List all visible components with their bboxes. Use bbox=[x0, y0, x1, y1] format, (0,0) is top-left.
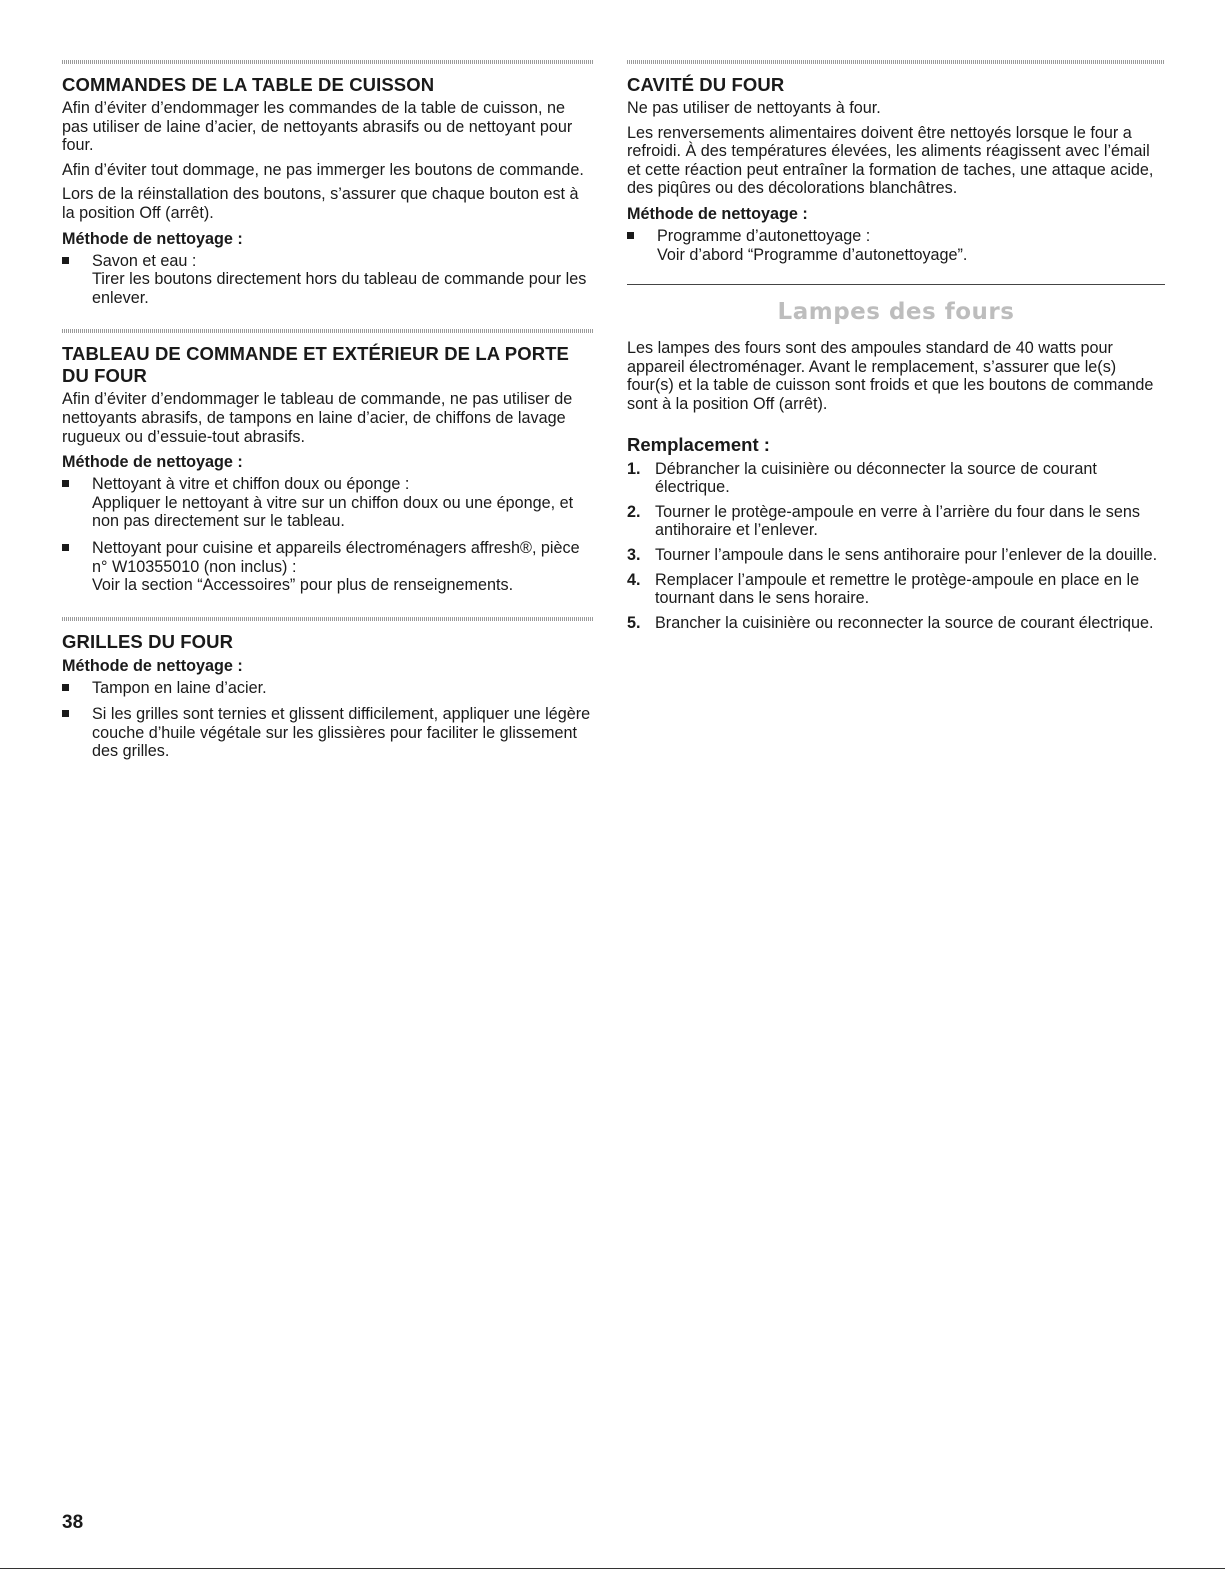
steps-list bbox=[627, 460, 1165, 633]
step-number: 5. bbox=[627, 613, 641, 632]
step-number: 4. bbox=[627, 570, 641, 589]
bullet-list bbox=[627, 227, 1165, 264]
bullet-heading: Programme d’autonettoyage : bbox=[657, 226, 871, 245]
section-lampes-fours bbox=[627, 299, 1165, 632]
bullet-square-icon bbox=[62, 710, 69, 717]
method-heading: Méthode de nettoyage : bbox=[62, 656, 243, 675]
bullet-detail: Voir d’abord “Programme d’autonettoyage”. bbox=[657, 245, 968, 264]
bullet-detail: Appliquer le nettoyant à vitre sur un chiffon doux ou une éponge, et non pas directement sur le tableau. bbox=[92, 493, 574, 531]
step-text: Brancher la cuisinière ou reconnecter la source de courant électrique. bbox=[655, 613, 1154, 632]
list-item bbox=[62, 252, 594, 308]
dotted-divider bbox=[62, 329, 594, 333]
step-number: 3. bbox=[627, 545, 641, 564]
list-item bbox=[62, 475, 594, 531]
bullet-square-icon bbox=[62, 544, 69, 551]
section-grilles-four bbox=[62, 617, 594, 761]
paragraph: Les renversements alimentaires doivent être nettoyés lorsque le four a refroidi. À des températures élevées, les aliments réagissent avec l’émail et cette réaction peut entraîner la formation de taches, une attaque acide, des piqûres ou des décolorations blanchâtres. bbox=[627, 123, 1154, 198]
step-item bbox=[627, 571, 1165, 608]
list-item bbox=[62, 539, 594, 595]
step-text: Tourner l’ampoule dans le sens antihoraire pour l’enlever de la douille. bbox=[655, 545, 1158, 564]
step-item bbox=[627, 546, 1165, 565]
bullet-list bbox=[62, 475, 594, 595]
step-number: 2. bbox=[627, 502, 641, 521]
list-item bbox=[62, 705, 594, 761]
bullet-detail: Tirer les boutons directement hors du tableau de commande pour les enlever. bbox=[92, 270, 587, 307]
bullet-heading: Nettoyant pour cuisine et appareils électroménagers affresh®, pièce n° W10355010 (non inclus) : bbox=[92, 538, 580, 576]
step-text: Débrancher la cuisinière ou déconnecter la source de courant électrique. bbox=[655, 459, 1097, 497]
list-item bbox=[62, 679, 594, 698]
right-column bbox=[627, 60, 1165, 638]
section-title: CAVITÉ DU FOUR bbox=[627, 74, 785, 95]
paragraph: Afin d’éviter d’endommager les commandes de la table de cuisson, ne pas utiliser de laine d’acier, de nettoyants abrasifs ou de nettoyant pour four. bbox=[62, 99, 573, 155]
step-number: 1. bbox=[627, 459, 641, 478]
bullet-list bbox=[62, 679, 594, 761]
dotted-divider bbox=[62, 60, 594, 64]
section-commandes-table-cuisson bbox=[62, 60, 594, 307]
section-title: COMMANDES DE LA TABLE DE CUISSON bbox=[62, 74, 435, 95]
paragraph: Afin d’éviter d’endommager le tableau de commande, ne pas utiliser de nettoyants abrasifs, de tampons en laine d’acier, de chiffons de lavage rugueux ou d’essuie-tout abrasifs. bbox=[62, 390, 573, 446]
bullet-square-icon bbox=[62, 257, 69, 264]
paragraph: Afin d’éviter tout dommage, ne pas immerger les boutons de commande. bbox=[62, 160, 584, 179]
left-column bbox=[62, 60, 594, 783]
section-title-lampes: Lampes des fours bbox=[777, 299, 1015, 326]
method-heading: Méthode de nettoyage : bbox=[627, 204, 808, 223]
dotted-divider bbox=[627, 60, 1165, 64]
method-heading: Méthode de nettoyage : bbox=[62, 229, 243, 248]
step-item bbox=[627, 503, 1165, 540]
paragraph: Les lampes des fours sont des ampoules standard de 40 watts pour appareil électroménager. Avant le remplacement, s’assurer que le(s) four(s) et la table de cuisson sont froids et que les boutons de commande sont à la position Off (arrêt). bbox=[627, 339, 1154, 413]
bullet-list bbox=[62, 252, 594, 308]
bullet-heading: Si les grilles sont ternies et glissent difficilement, appliquer une légère couche d’huile végétale sur les glissières pour faciliter le glissement des grilles. bbox=[92, 705, 591, 761]
section-cavite-four bbox=[627, 60, 1165, 264]
bullet-square-icon bbox=[627, 232, 634, 239]
step-item bbox=[627, 614, 1165, 633]
paragraph: Ne pas utiliser de nettoyants à four. bbox=[627, 99, 881, 117]
section-title: GRILLES DU FOUR bbox=[62, 630, 234, 652]
bullet-heading: Nettoyant à vitre et chiffon doux ou éponge : bbox=[92, 475, 410, 494]
bullet-detail: Voir la section “Accessoires” pour plus de renseignements. bbox=[92, 576, 514, 595]
section-divider bbox=[627, 284, 1165, 285]
step-item bbox=[627, 460, 1165, 497]
list-item bbox=[627, 227, 1165, 264]
section-tableau-commande-porte bbox=[62, 329, 594, 594]
bullet-square-icon bbox=[62, 480, 69, 487]
replacement-heading: Remplacement : bbox=[627, 433, 770, 455]
paragraph: Lors de la réinstallation des boutons, s’assurer que chaque bouton est à la position Off (arrêt). bbox=[62, 185, 579, 222]
bullet-heading: Tampon en laine d’acier. bbox=[92, 678, 267, 697]
page-number: 38 bbox=[62, 1512, 84, 1533]
section-title: TABLEAU DE COMMANDE ET EXTÉRIEUR DE LA PORTE DU FOUR bbox=[62, 343, 569, 387]
bullet-square-icon bbox=[62, 684, 69, 691]
dotted-divider bbox=[62, 617, 594, 621]
method-heading: Méthode de nettoyage : bbox=[62, 453, 243, 472]
step-text: Remplacer l’ampoule et remettre le protège-ampoule en place en le tournant dans le sens horaire. bbox=[655, 570, 1140, 608]
step-text: Tourner le protège-ampoule en verre à l’arrière du four dans le sens antihoraire et l’enlever. bbox=[655, 502, 1140, 540]
footer-rule bbox=[0, 1568, 1225, 1569]
bullet-heading: Savon et eau : bbox=[92, 251, 197, 270]
